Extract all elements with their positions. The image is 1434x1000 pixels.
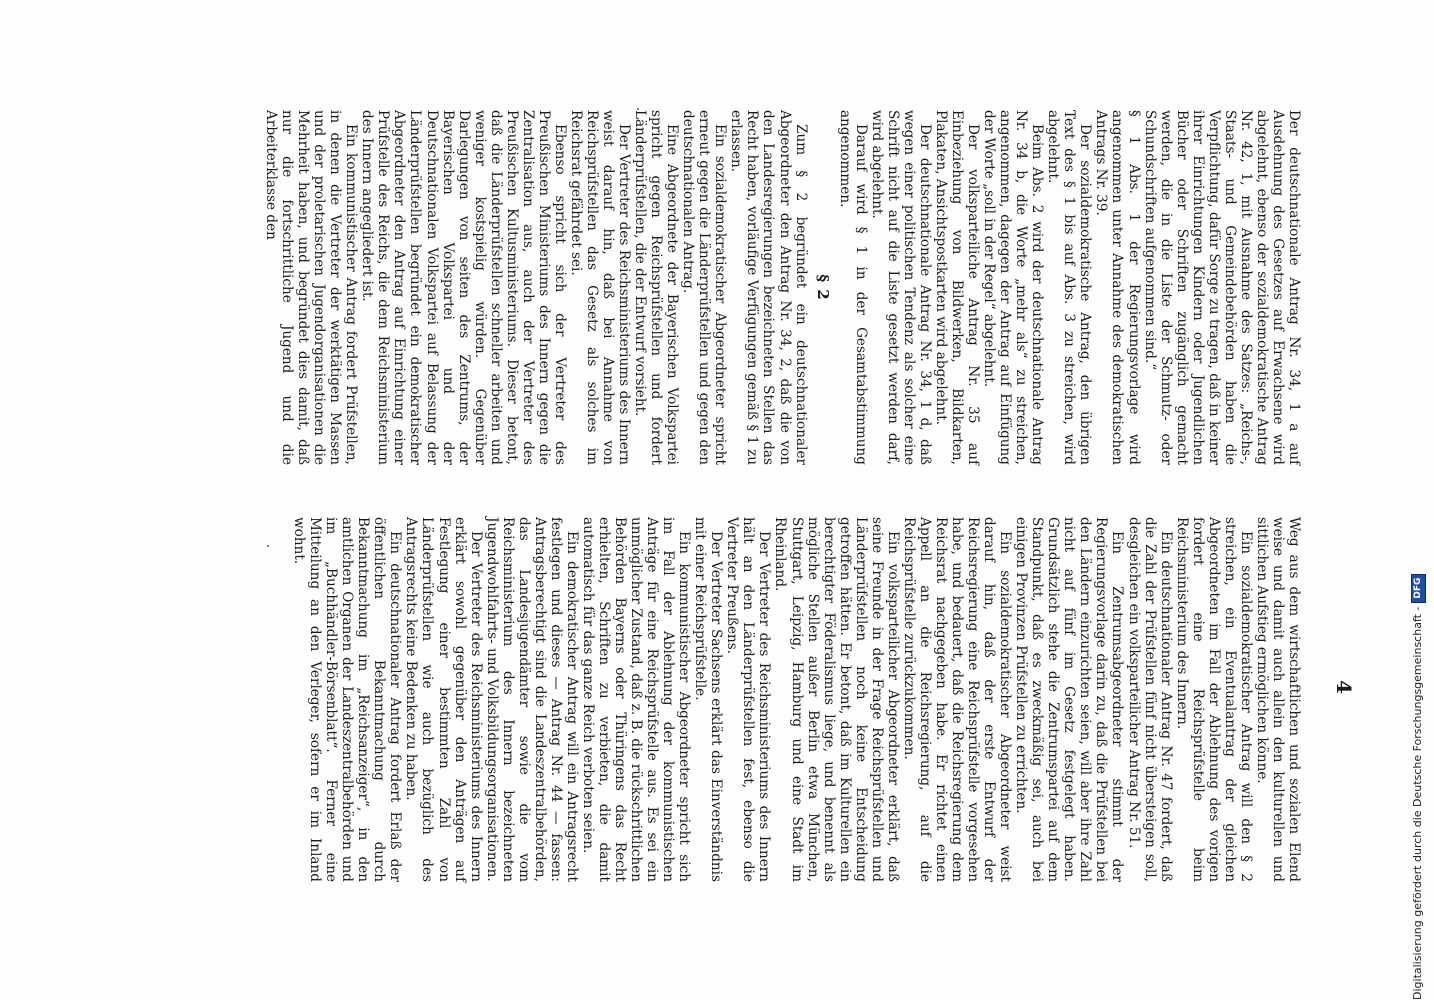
paragraph: Ein deutschnationaler Antrag Nr. 47 fordert, daß die Zahl der Prüfstellen fünf nicht übersteigen soll, desgleichen ein volksparteilicher Antrag Nr. 51. [1125, 517, 1174, 882]
paragraph: Ein deutschnationaler Antrag fordert Erlaß der öffentlichen Bekanntmachung durch Bekanntmachung im „Reichsanzeiger“, in den amtlichen Organen der Landeszentralbehörden und im „Buchhändler-Börsenblatt“. Ferner eine Mitteilung an den Verleger, sofern er im Inland wohnt. [291, 517, 404, 882]
dfg-logo-icon: DFG [1411, 574, 1426, 603]
paragraph: Der Vertreter Sachsens erklärt das Einverständnis mit einer Reichsprüfstelle. [692, 517, 725, 882]
paragraph: Ein sozialdemokratischer Abgeordneter weist darauf hin, daß der erste Entwurf der Reichsregierung eine Reichsprüfstelle vorgesehen habe, und bedauert, daß die Reichsregierung dem Reichsrat nachgegeben habe. Er richtet einen Appell an die Reichsregierung, auf die Reichsprüfstelle zurückzukommen. [900, 517, 1014, 882]
paragraph: Eine Abgeordnete der Bayerischen Volkspartei spricht gegen Reichsprüfstellen und fordert Länderprüfstellen, die der Entwurf vorsieht. [632, 110, 681, 465]
digitization-credit [1407, 5, 1429, 1000]
scan-speck [267, 545, 269, 547]
paragraph: Der Vertreter des Reichsministeriums des Innern erklärt sowohl gegenüber den Anträgen auf Festlegung einer bestimmten Zahl von Länderprüfstellen wie auch bezüglich des Antragsrechts keine Bedenken zu haben. [403, 517, 484, 882]
paragraph: § 1 Abs. 1 der Regierungsvorlage wird angenommen unter Annahme des demokratischen Antrags Nr. 39. [1093, 110, 1142, 465]
page-number: 4 [1332, 680, 1356, 694]
paragraph: Darauf wird § 1 in der Gesamtabstimmung angenommen. [836, 110, 869, 465]
paragraph: Der Vertreter des Reichsministeriums des Innern weist darauf hin, daß bei Annahme von Reichsprüfstellen das Gesetz als solches im Reichsrat gefährdet sei. [567, 110, 633, 465]
paragraph: Der deutschnationale Antrag Nr. 34, 1 d, daß wegen einer politischen Tendenz als solcher eine Schrift nicht auf die Liste gesetzt werden darf, wird abgelehnt. [868, 110, 933, 465]
text-column-left [263, 110, 1302, 465]
paragraph: Weg aus dem wirtschaftlichen und sozialen Elend weise und damit auch allein den kulturellen und sittlichen Aufstieg ermöglichen könne. [1253, 517, 1302, 882]
paragraph: Ein volksparteilicher Abgeordneter erklärt, daß seine Freunde in der Frage Reichsprüfstellen und Länderprüfstellen noch keine Entscheidung getroffen hätten. Er betont, daß im Kulturellen ein berechtigter Föderalismus liege, und benennt als mögliche Stellen außer Berlin etwa München, Stuttgart, Leipzig, Hamburg und eine Stadt im Rheinland. [772, 517, 901, 882]
paragraph: Ein demokratischer Antrag will ein Antragsrecht festlegen und dieses — Antrag Nr. 44 — fassen: Antragsberechtigt sind die Landeszentralbehörden, das Landesjugendämter sowie die vom Reichsministerium des Innern bezeichneten Jugendwohlfahrts- und Volksbildungsorganisationen. [483, 517, 580, 882]
scan-speck [637, 108, 639, 110]
paragraph: Der volksparteiliche Antrag Nr. 35 auf Einbeziehung von Bildwerken, Bildkarten, Plakaten, Ansichtspostkarten wird abgelehnt. [932, 110, 982, 465]
paragraph: Ein sozialdemokratischer Antrag will den § 2 streichen, ein Eventualantrag der gleichen Abgeordneten im Fall der Ablehnung des vorigen fordert eine Reichsprüfstelle beim Reichsministerium des Innern. [1173, 517, 1254, 882]
paragraph: Zum § 2 begründet ein deutschnationaler Abgeordneter den Antrag Nr. 34, 2, daß die von den Landesregierungen bezeichneten Stellen das Recht haben, vorläufige Verfügungen gemäß § 1 zu erlassen. [728, 110, 809, 465]
paragraph: Ebenso spricht sich der Vertreter des Preußischen Ministeriums des Innern gegen die Zentralisation aus, auch der Vertreter des Preußischen Kultusministeriums. Dieser betont, daß die Länderprüfstellen schneller arbeiten und weniger kostspielig würden. Gegenüber Darlegungen von seiten des Zentrums, der Bayerischen Volkspartei und der Deutschnationalen Volkspartei auf Belassung der Länderprüfstellen begründet ein demokratischer Abgeordneter den Antrag auf Einrichtung einer Prüfstelle des Reichs, die dem Reichsministerium des Innern angegliedert ist. [359, 110, 568, 465]
paragraph: Der sozialdemokratische Antrag, den übrigen Text des § 1 bis auf Abs. 3 zu streichen, wird abgelehnt. [1045, 110, 1094, 465]
section-heading: § 2 [813, 274, 832, 301]
paragraph: Ein kommunistischer Antrag fordert Prüfstellen, in denen die Vertreter der werktätigen Massen und der proletarischen Jugendorganisationen die Mehrheit haben, und begründet dies damit, daß nur die fortschrittliche Jugend und die Arbeiterklasse den [263, 110, 360, 465]
paragraph: Der Vertreter des Reichsministeriums des Innern hält an den Länderprüfstellen fest, ebenso die Vertreter Preußens. [724, 517, 773, 882]
paragraph: Ein kommunistischer Abgeordneter spricht sich im Fall der Ablehnung der kommunistischen Anträge für eine Reichsprüfstelle aus. Es sei ein unmöglicher Zustand, daß z. B. die rückschrittlichen Behörden Bayerns oder Thüringens das Recht erhielten, Schriften zu verbieten, die damit automatisch für das ganze Reich verboten seien. [579, 517, 693, 882]
text-column-right [291, 517, 1302, 882]
paragraph: Ein sozialdemokratischer Abgeordneter spricht erneut gegen die Länderprüfstellen und gegen den deutschnationalen Antrag. [680, 110, 729, 465]
paragraph: Der deutschnationale Antrag Nr. 34, 1 a auf Ausdehnung des Gesetzes auf Erwachsene wird abgelehnt, ebenso der sozialdemokratische Antrag Nr. 42, 1, mit Ausnahme des Satzes: „Reichs-, Staats- und Gemeindebehörden haben die Verpflichtung, dafür Sorge zu tragen, daß in keiner ihrer Einrichtungen Kindern oder Jugendlichen Bücher oder Schriften zugänglich gemacht werden, die in die Liste der Schmutz- oder Schundschriften aufgenommen sind.“ [1141, 110, 1302, 465]
credit-text: Digitalisierung gefördert durch die Deutsche Forschungsgemeinschaft - [1411, 606, 1424, 1000]
paragraph: Ein Zentrumsabgeordneter stimmt der Regierungsvorlage darin zu, daß die Prüfstellen bei den Ländern einzurichten seien, will aber ihre Zahl nicht auf fünf im Gesetz festgelegt haben. Grundsätzlich stehe die Zentrumspartei auf dem Standpunkt, daß es zweckmäßig sei, auch bei einigen Provinzen Prüfstellen zu errichten. [1013, 517, 1126, 882]
paragraph: Beim Abs. 2 wird der deutschnationale Antrag Nr. 34 b, die Worte „mehr als“ zu streichen, angenommen, dagegen der Antrag auf Einfügung der Worte „soll in der Regel“ abgelehnt. [981, 110, 1046, 465]
